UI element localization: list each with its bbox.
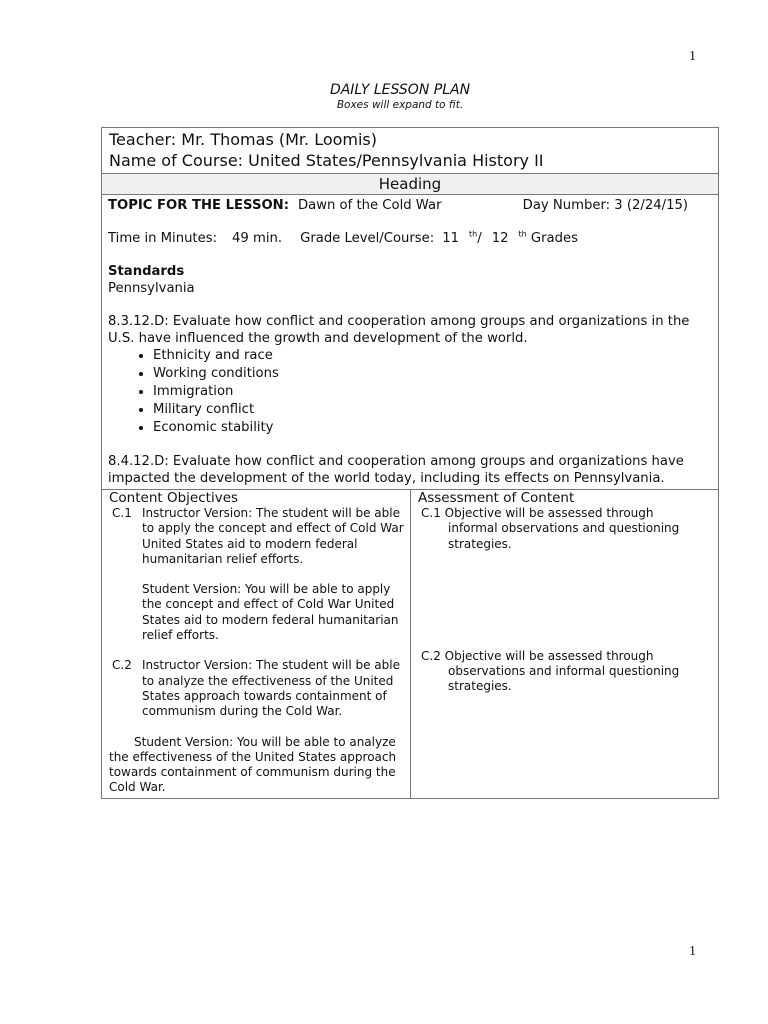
page-number-top: 1 — [689, 49, 696, 64]
list-item: • Immigration — [153, 383, 712, 401]
lesson-plan-table — [101, 127, 719, 799]
time-label: Time in Minutes: — [108, 231, 218, 246]
list-item: • Ethnicity and race — [153, 347, 712, 365]
day-number: Day Number: 3 (2/24/15) — [522, 198, 688, 213]
time-value: 49 min. — [232, 231, 283, 246]
grade-label: Grade Level/Course: — [300, 231, 435, 246]
objective-student-version: Student Version: You will be able to apply the concept and effect of Cold War United States aid to modern federal humanitarian relief efforts. — [142, 582, 399, 643]
document-title: DAILY LESSON PLAN — [329, 82, 471, 98]
standards-heading: Standards — [108, 264, 185, 279]
assessment-cell — [411, 490, 718, 798]
standard-8-4-12-d: 8.4.12.D: Evaluate how conflict and cooperation among groups and organizations have impacted the development of the world today, including its effects on Pennsylvania. — [108, 454, 684, 486]
grade-range: 11 $^{th}$/ 12 $^{th}$ Grades — [442, 229, 578, 246]
objective-c1 — [109, 506, 406, 567]
time-grade-line — [108, 230, 712, 247]
content-objectives-header: Content Objectives — [109, 490, 239, 506]
assessment-header: Assessment of Content — [418, 490, 575, 506]
heading-label: Heading — [102, 174, 718, 195]
list-item: • Working conditions — [153, 365, 712, 383]
topic-label: TOPIC FOR THE LESSON: — [108, 198, 289, 213]
objective-number: C.2 — [112, 658, 132, 673]
objective-c2 — [109, 658, 406, 719]
content-objectives-cell — [102, 490, 411, 798]
teacher-course-cell — [102, 128, 718, 174]
objective-student-version: Student Version: You will be able to analyze the effectiveness of the United States approach towards containment of communism during the Cold War. — [109, 734, 397, 795]
assessment-c1: C.1 Objective will be assessed through informal observations and questioning strategies. — [421, 506, 680, 551]
lesson-details-cell — [102, 195, 718, 490]
list-item: • Economic stability — [153, 419, 712, 437]
objective-instructor-version: Instructor Version: The student will be able to analyze the effectiveness of the United States approach towards containment of communism during the Cold War. — [142, 658, 400, 719]
standard-8-3-12-d: 8.3.12.D: Evaluate how conflict and cooperation among groups and organizations in the U.S. have influenced the growth and development of the world. — [108, 314, 690, 346]
objective-instructor-version: Instructor Version: The student will be able to apply the concept and effect of Cold War United States aid to modern federal humanitarian relief efforts. — [142, 506, 404, 566]
topic-line — [108, 197, 712, 214]
objectives-assessment-row — [102, 490, 718, 798]
list-item: • Military conflict — [153, 401, 712, 419]
standard-bullet-list — [108, 347, 712, 437]
teacher-name: Teacher: Mr. Thomas (Mr. Loomis) — [109, 130, 378, 149]
topic-value: Dawn of the Cold War — [297, 198, 442, 213]
page-number-bottom: 1 — [689, 944, 696, 959]
objective-number: C.1 — [112, 506, 132, 520]
course-name: Name of Course: United States/Pennsylvania History II — [109, 151, 544, 170]
standards-state: Pennsylvania — [108, 281, 195, 296]
document-subtitle: Boxes will expand to fit. — [336, 99, 464, 111]
assessment-c2: C.2 Objective will be assessed through observations and informal questioning strategies. — [421, 648, 680, 694]
